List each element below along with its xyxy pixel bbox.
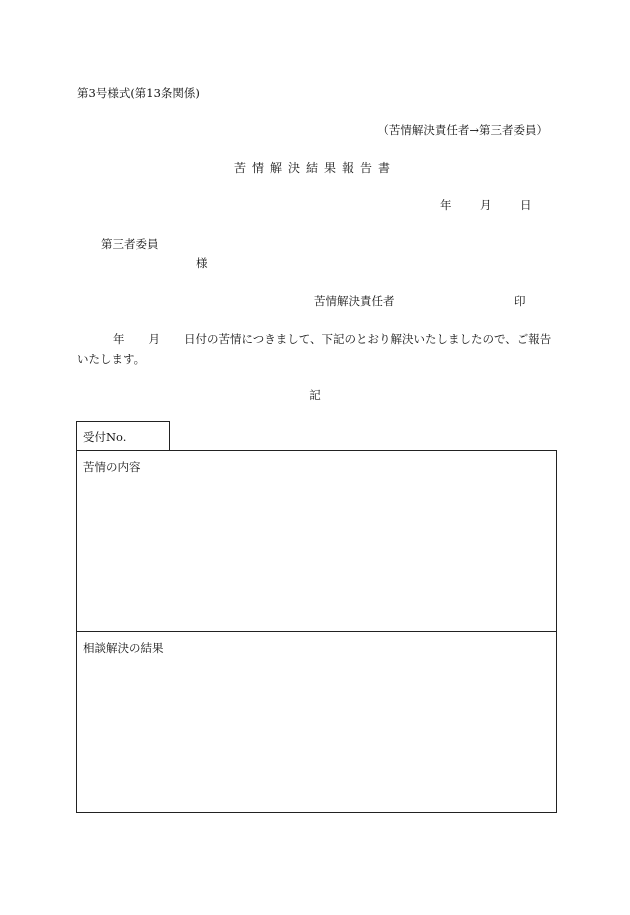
date-year-label: 年 [440,198,452,212]
body-year-label: 年 [113,332,125,346]
routing-note: （苦情解決責任者→第三者委員） [377,123,548,137]
recipient-honorific: 様 [196,256,208,270]
complaint-content-label: 苦情の内容 [83,460,141,474]
resolution-result-label: 相談解決の結果 [83,641,164,655]
date-month-label: 月 [480,198,492,212]
seal-mark: 印 [514,294,526,308]
document-title: 苦情解決結果報告書 [233,161,396,175]
date-day-label: 日 [520,198,532,212]
receipt-number-label: 受付No. [83,430,127,444]
date-line [440,197,532,213]
body-month-label: 月 [148,332,160,346]
body-text: 日付の苦情につきまして、下記のとおり解決いたしましたので、ご報告いたします。 [77,332,552,366]
complaint-content-field[interactable] [76,450,557,632]
resolution-result-field[interactable] [76,631,557,813]
sender-label: 苦情解決責任者 [314,294,395,308]
ki-heading: 記 [309,388,321,402]
body-paragraph [77,329,552,369]
form-number: 第3号様式(第13条関係) [77,86,200,100]
recipient-name: 第三者委員 [101,237,159,251]
receipt-number-field[interactable] [76,421,170,450]
